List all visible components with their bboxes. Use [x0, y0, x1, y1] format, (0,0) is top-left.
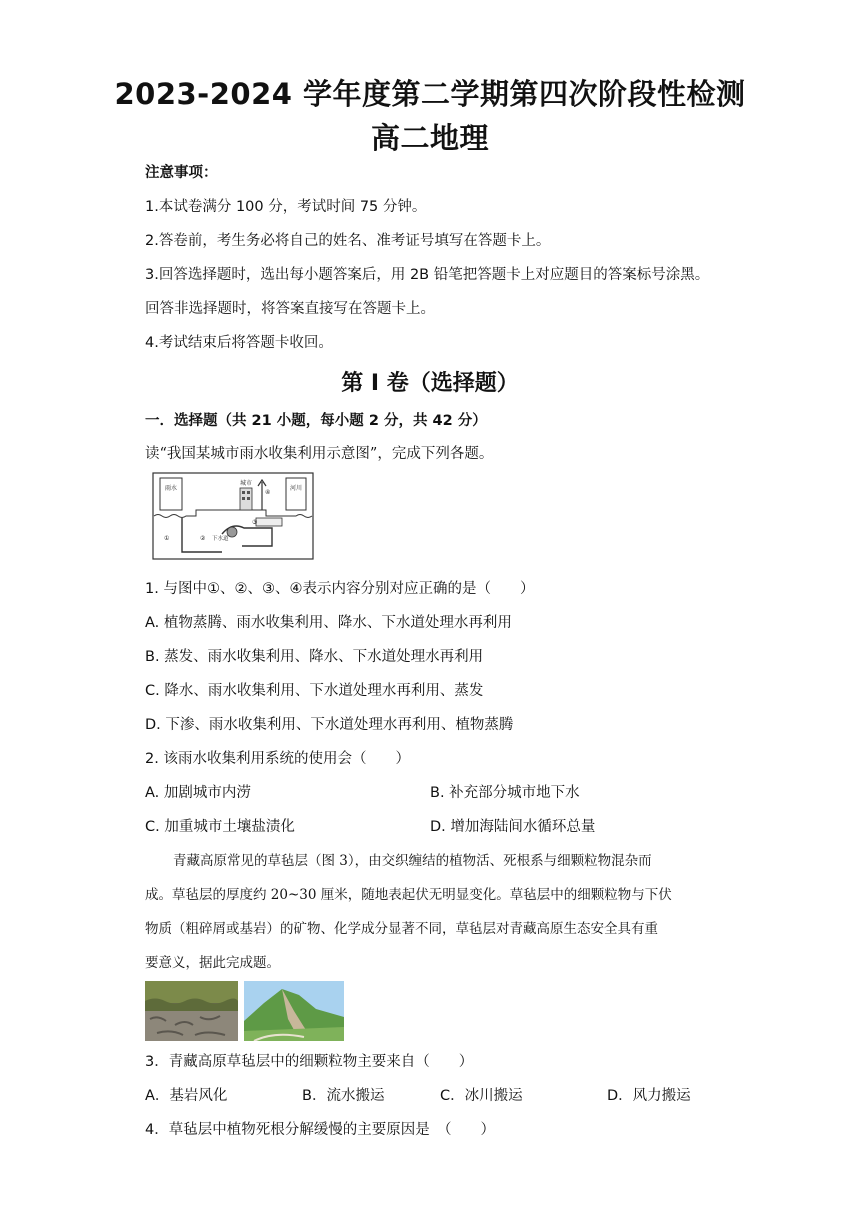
- sewer-label: 下水道: [212, 536, 229, 542]
- city-label: 城市: [240, 480, 253, 487]
- group-intro: 读“我国某城市雨水收集利用示意图”，完成下列各题。: [145, 446, 494, 462]
- notice-heading: 注意事项：: [145, 165, 218, 181]
- option-2a: A. 加剧城市内涝: [145, 785, 251, 801]
- option-3b: B．流水搬运: [302, 1088, 385, 1104]
- option-3c: C．冰川搬运: [440, 1088, 523, 1104]
- exam-title: 2023-2024 学年度第二学期第四次阶段性检测: [114, 77, 746, 111]
- notice-item: 3.回答选择题时，选出每小题答案后，用 2B 铅笔把答题卡上对应题目的答案标号涂黑。: [145, 267, 710, 283]
- option-2d: D. 增加海陆间水循环总量: [430, 819, 596, 835]
- rain-label: 雨水: [165, 485, 178, 492]
- notice-item: 2.答卷前，考生务必将自己的姓名、准考证号填写在答题卡上。: [145, 233, 551, 249]
- exam-subject: 高二地理: [370, 121, 489, 155]
- alpine-meadow-photo: [244, 981, 344, 1041]
- section-title: 第 I 卷（选择题）: [341, 371, 519, 396]
- notice-item: 4.考试结束后将答题卡收回。: [145, 335, 333, 351]
- mark-3: ③: [252, 519, 258, 526]
- question-1: 1. 与图中①、②、③、④表示内容分别对应正确的是（ ）: [145, 581, 535, 597]
- option-1a: A. 植物蒸腾、雨水收集利用、降水、下水道处理水再利用: [145, 615, 512, 631]
- river-label: 河川: [290, 485, 303, 492]
- option-2c: C. 加重城市土壤盐渍化: [145, 819, 295, 835]
- mark-1: ①: [164, 535, 170, 542]
- option-1c: C. 降水、雨水收集利用、下水道处理水再利用、蒸发: [145, 683, 484, 699]
- turf-layer-photo: [145, 981, 238, 1041]
- option-2b: B. 补充部分城市地下水: [430, 785, 580, 801]
- option-3a: A．基岩风化: [145, 1088, 228, 1104]
- part-heading: 一．选择题（共 21 小题，每小题 2 分，共 42 分）: [145, 413, 487, 429]
- mark-2: ②: [200, 535, 206, 542]
- passage-line: 物质（粗碎屑或基岩）的矿物、化学成分显著不同，草毡层对青藏高原生态安全具有重: [145, 921, 658, 937]
- option-3d: D．风力搬运: [607, 1088, 691, 1104]
- notice-item: 1.本试卷满分 100 分，考试时间 75 分钟。: [145, 199, 427, 215]
- notice-item: 回答非选择题时，将答案直接写在答题卡上。: [145, 301, 435, 317]
- question-4: 4．草毡层中植物死根分解缓慢的主要原因是 （ ）: [145, 1122, 495, 1138]
- passage-line: 青藏高原常见的草毡层（图 3），由交织缠结的植物活、死根系与细颗粒物混杂而: [173, 853, 652, 869]
- question-2: 2. 该雨水收集利用系统的使用会（ ）: [145, 751, 410, 767]
- question-3: 3．青藏高原草毡层中的细颗粒物主要来自（ ）: [145, 1054, 474, 1070]
- option-1d: D. 下渗、雨水收集利用、下水道处理水再利用、植物蒸腾: [145, 717, 514, 733]
- mark-4: ④: [265, 489, 271, 496]
- passage-line: 要意义，据此完成题。: [145, 955, 280, 971]
- option-1b: B. 蒸发、雨水收集利用、降水、下水道处理水再利用: [145, 649, 484, 665]
- passage-line: 成。草毡层的厚度约 20~30 厘米，随地表起伏无明显变化。草毡层中的细颗粒物与下伏: [145, 887, 672, 903]
- rainwater-diagram: [152, 472, 314, 560]
